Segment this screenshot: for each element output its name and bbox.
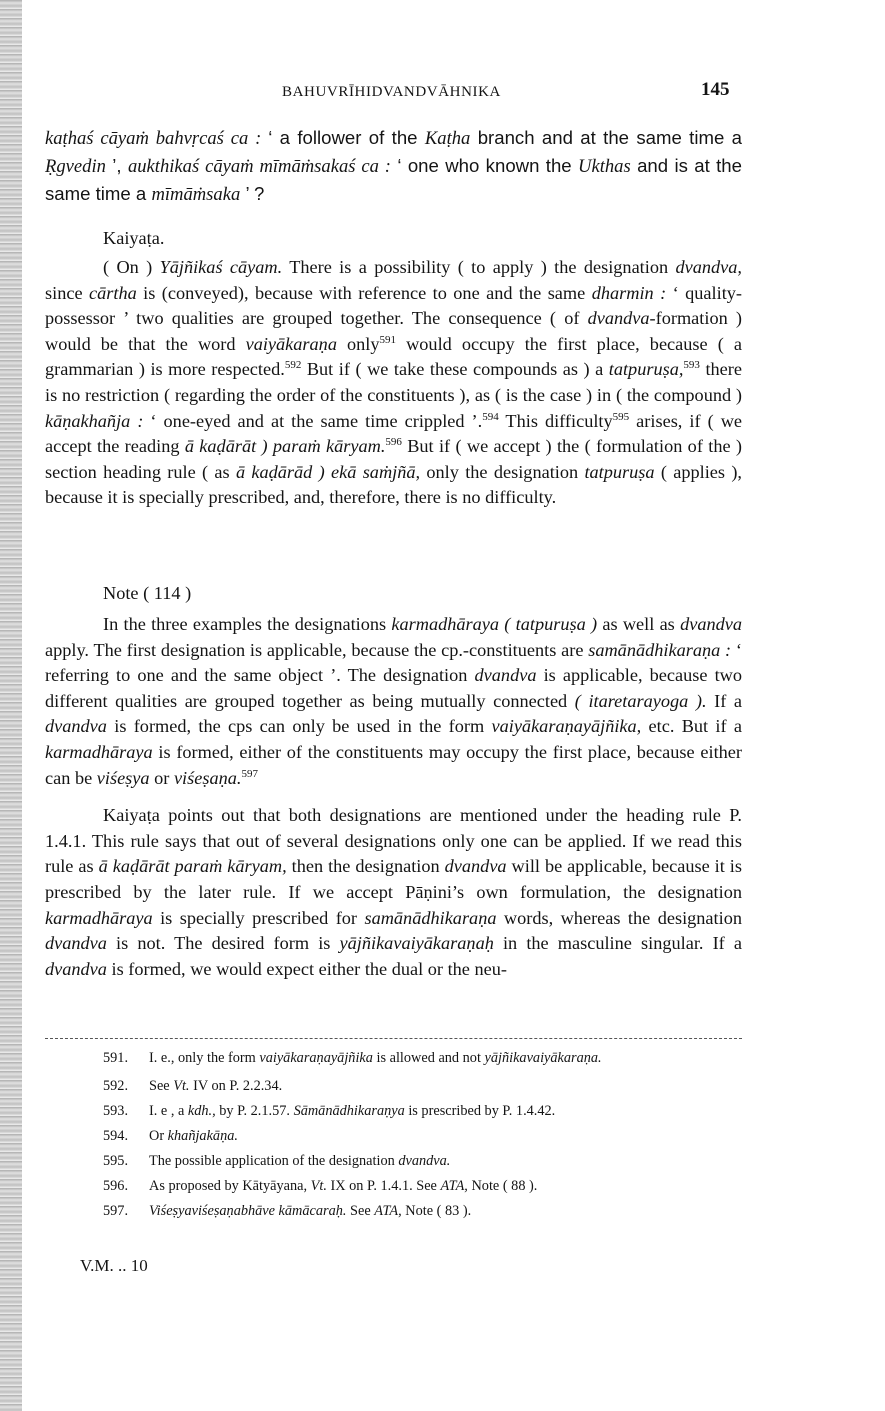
- sanskrit-term: ( itaretarayoga ).: [574, 690, 707, 711]
- paragraph-kaiyata-points: [45, 803, 742, 982]
- text-run: Or: [149, 1128, 168, 1144]
- text-run: is (conveyed), because with reference to one and the same: [136, 282, 592, 303]
- sanskrit-term: yājñikavaiyākaraṇa.: [484, 1050, 602, 1066]
- sanskrit-term: yājñikavaiyākaraṇaḥ: [339, 933, 494, 954]
- footnote-592: [103, 1076, 742, 1096]
- paragraph-note: [45, 612, 742, 791]
- page-number: 145: [701, 79, 730, 100]
- sanskrit-term: ā kaḍārāt ) paraṁ kāryam.: [184, 436, 386, 457]
- opening-paragraph-block: [45, 124, 742, 208]
- sanskrit-term: ATA,: [440, 1178, 468, 1194]
- paragraph-opening: [45, 124, 742, 208]
- text-run: as well as: [597, 614, 681, 634]
- running-head: BAHUVRĪHIDVANDVĀHNIKA: [282, 84, 501, 100]
- text-run: This difficulty: [498, 410, 613, 431]
- section-heading-note: Note ( 114 ): [103, 583, 192, 603]
- text-run: The possible application of the designation: [149, 1153, 399, 1169]
- footnote-ref-593[interactable]: 593: [683, 359, 700, 372]
- sanskrit-term: viśeṣya: [96, 767, 150, 788]
- footnote-593: [103, 1101, 742, 1121]
- sanskrit-term: ā kaḍārāt paraṁ kāryam,: [98, 856, 287, 877]
- sanskrit-term: karmadhāraya: [45, 741, 153, 762]
- sanskrit-term: viśeṣaṇa.: [173, 767, 242, 788]
- text-run: IV on P. 2.2.34.: [189, 1078, 283, 1094]
- sanskrit-term: cārtha: [89, 282, 137, 303]
- text-run: is formed, either of the constituents may occupy the first place, because either can be: [45, 741, 742, 788]
- footnote-591: [45, 1048, 742, 1068]
- sanskrit-term: kāṇakhañja :: [45, 410, 144, 431]
- text-run: ‘ referring to one and the same object ’. The designation: [45, 639, 742, 686]
- sanskrit-term: Viśeṣyaviśeṣaṇabhāve kāmācaraḥ.: [149, 1203, 347, 1219]
- footnote-number: 596.: [103, 1178, 129, 1194]
- footnote-596: [103, 1176, 742, 1196]
- sanskrit-term: mīmāṁsaka: [151, 184, 241, 205]
- text-run: See: [149, 1078, 174, 1094]
- text-run: arises, if ( we accept the reading: [45, 410, 743, 457]
- footnote-597: [103, 1201, 742, 1221]
- footnote-595: [103, 1151, 742, 1171]
- text-run: only: [336, 333, 380, 354]
- text-run: -formation ) would be that the word: [45, 308, 742, 354]
- text-run: is formed, we would expect either the dual or the neu-: [106, 958, 507, 979]
- sanskrit-term: dvandva: [680, 614, 742, 634]
- footnote-ref-595[interactable]: 595: [612, 410, 630, 423]
- footnote-number: 591.: [103, 1050, 129, 1066]
- footnote-ref-591[interactable]: 591: [379, 333, 397, 346]
- text-run: then the designation: [286, 856, 445, 877]
- text-run: ( applies ), because it is specially prescribed, and, therefore, there is no difficulty.: [45, 461, 742, 508]
- text-run: If a: [706, 690, 742, 711]
- text-run: since: [45, 282, 89, 303]
- footnote-number: 593.: [103, 1103, 129, 1119]
- sanskrit-term: Ukthas: [578, 156, 631, 177]
- sanskrit-term: Vt.: [310, 1178, 327, 1194]
- text-run: is allowed and not: [372, 1050, 485, 1066]
- text-run: ( On ): [103, 257, 160, 277]
- text-run: branch and at the same time a: [470, 127, 743, 148]
- sanskrit-term: Yājñikaś cāyam.: [159, 257, 283, 277]
- sanskrit-term: tatpuruṣa,: [608, 359, 684, 380]
- text-run: But if ( we take these compounds as ) a: [301, 359, 609, 380]
- text-run: is not. The desired form is: [106, 933, 340, 954]
- sanskrit-term: dvandva.: [398, 1153, 451, 1169]
- sanskrit-term: dvandva: [45, 933, 107, 954]
- text-run: In the three examples the designations: [103, 614, 392, 634]
- footnote-594: [103, 1126, 742, 1146]
- sanskrit-term: kaṭhaś cāyaṁ bahvṛcaś ca :: [45, 128, 269, 149]
- text-run: ’ ?: [240, 183, 265, 204]
- footnote-ref-596[interactable]: 596: [385, 436, 402, 449]
- sanskrit-term: ATA,: [374, 1203, 402, 1219]
- text-run: IX on P. 1.4.1. See: [326, 1178, 441, 1194]
- sanskrit-term: khañjakāṇa.: [167, 1128, 238, 1144]
- sanskrit-term: karmadhāraya: [45, 907, 153, 928]
- sanskrit-term: dvandva,: [675, 257, 742, 277]
- text-run: will be applicable, because it is prescribed by the later rule. If we accept Pāṇini’s own formulation, the designation: [45, 856, 742, 902]
- text-run: ‘ a follower of the: [268, 127, 425, 148]
- sanskrit-term: aukthikaś cāyaṁ mīmāṁsakaś ca :: [127, 156, 391, 177]
- sanskrit-term: Ṛgvedin: [45, 156, 106, 177]
- kaiyata-section: [45, 228, 742, 511]
- text-run: there is no restriction ( regarding the order of the constituents ), as ( is the case ) in ( the compound ): [45, 359, 742, 405]
- sanskrit-term: dvandva: [474, 665, 537, 686]
- text-run: ‘ one who known the: [390, 155, 579, 176]
- sanskrit-term: tatpuruṣa: [584, 461, 655, 482]
- note-section: [45, 583, 742, 982]
- section-heading-kaiyata: Kaiyaṭa.: [103, 228, 165, 248]
- text-run: I. e , a: [149, 1103, 188, 1119]
- footnotes: [45, 1048, 742, 1221]
- sanskrit-term: samānādhikaraṇa :: [588, 639, 732, 660]
- sanskrit-term: ā kaḍārād ) ekā saṁjñā,: [235, 461, 421, 482]
- footnote-number: 594.: [103, 1128, 129, 1144]
- text-run: would occupy the first place, because ( a grammarian ) is more respected.: [45, 333, 742, 380]
- footnote-ref-592[interactable]: 592: [284, 359, 302, 372]
- text-run: only the designation: [420, 461, 585, 482]
- text-run: in the masculine singular. If a: [493, 933, 742, 954]
- footnote-divider: [45, 1038, 742, 1039]
- sanskrit-term: karmadhāraya ( tatpuruṣa ): [391, 614, 598, 634]
- sanskrit-term: vaiyākaraṇayājñika,: [491, 716, 642, 737]
- text-run: is formed, the cps can only be used in the form: [106, 716, 492, 737]
- sanskrit-term: Vt.: [173, 1078, 190, 1094]
- sanskrit-term: Kaṭha: [424, 128, 471, 149]
- text-run: etc. But if a: [641, 716, 743, 737]
- text-run: by P. 2.1.57.: [215, 1103, 294, 1119]
- text-run: apply. The first designation is applicable, because the cp.-constituents are: [45, 639, 589, 660]
- sanskrit-term: Sāmānādhikaraṇya: [293, 1103, 405, 1119]
- sanskrit-term: kdh.,: [187, 1103, 216, 1119]
- footnote-number: 597.: [103, 1203, 129, 1219]
- text-run: is prescribed by P. 1.4.42.: [404, 1103, 556, 1119]
- text-run: is specially prescribed for: [152, 907, 365, 928]
- paragraph-kaiyata: [45, 255, 742, 511]
- text-run: ‘ one-eyed and at the same time crippled ’.: [143, 410, 483, 431]
- text-run: Note ( 83 ).: [401, 1203, 472, 1219]
- text-run: As proposed by Kātyāyana,: [149, 1178, 311, 1194]
- text-run: words, whereas the designation: [496, 907, 742, 928]
- text-run: or: [149, 767, 174, 788]
- text-run: See: [346, 1203, 375, 1219]
- sanskrit-term: dvandva: [587, 308, 650, 329]
- sanskrit-term: dvandva: [444, 856, 507, 877]
- footnote-number: 595.: [103, 1153, 129, 1169]
- text-run: But if ( we accept ) the ( formulation of the ) section heading rule ( as: [45, 436, 742, 482]
- text-run: is applicable, because two different qualities are grouped together as being mutually connected: [45, 665, 743, 711]
- sanskrit-term: samānādhikaraṇa: [364, 907, 497, 928]
- footnote-number: 592.: [103, 1078, 129, 1094]
- text-run: ‘ quality-possessor ’ two qualities are grouped together. The consequence ( of: [45, 282, 742, 329]
- sanskrit-term: dharmin :: [591, 282, 667, 303]
- text-run: and is at the same time a: [45, 155, 742, 204]
- text-run: ’,: [105, 155, 128, 176]
- sanskrit-term: vaiyākaraṇayājñika: [259, 1050, 373, 1066]
- footnote-ref-594[interactable]: 594: [482, 410, 499, 423]
- book-binding-edge: [0, 0, 22, 1411]
- text-run: Kaiyaṭa points out that both designations are mentioned under the heading rule P. 1.4.1. This rule says that out of several designations only one can be applied. If we read this rule as: [45, 805, 742, 877]
- sanskrit-term: dvandva: [45, 716, 107, 737]
- text-run: There is a possibility ( to apply ) the designation: [282, 257, 676, 277]
- sanskrit-term: dvandva: [45, 958, 107, 979]
- text-run: Note ( 88 ).: [467, 1178, 538, 1194]
- footnote-list: [45, 1076, 742, 1221]
- printer-signature-mark: V.M. .. 10: [80, 1256, 148, 1275]
- sanskrit-term: vaiyākaraṇa: [245, 333, 337, 354]
- text-run: I. e., only the form: [149, 1050, 260, 1066]
- footnote-ref-597[interactable]: 597: [241, 767, 258, 780]
